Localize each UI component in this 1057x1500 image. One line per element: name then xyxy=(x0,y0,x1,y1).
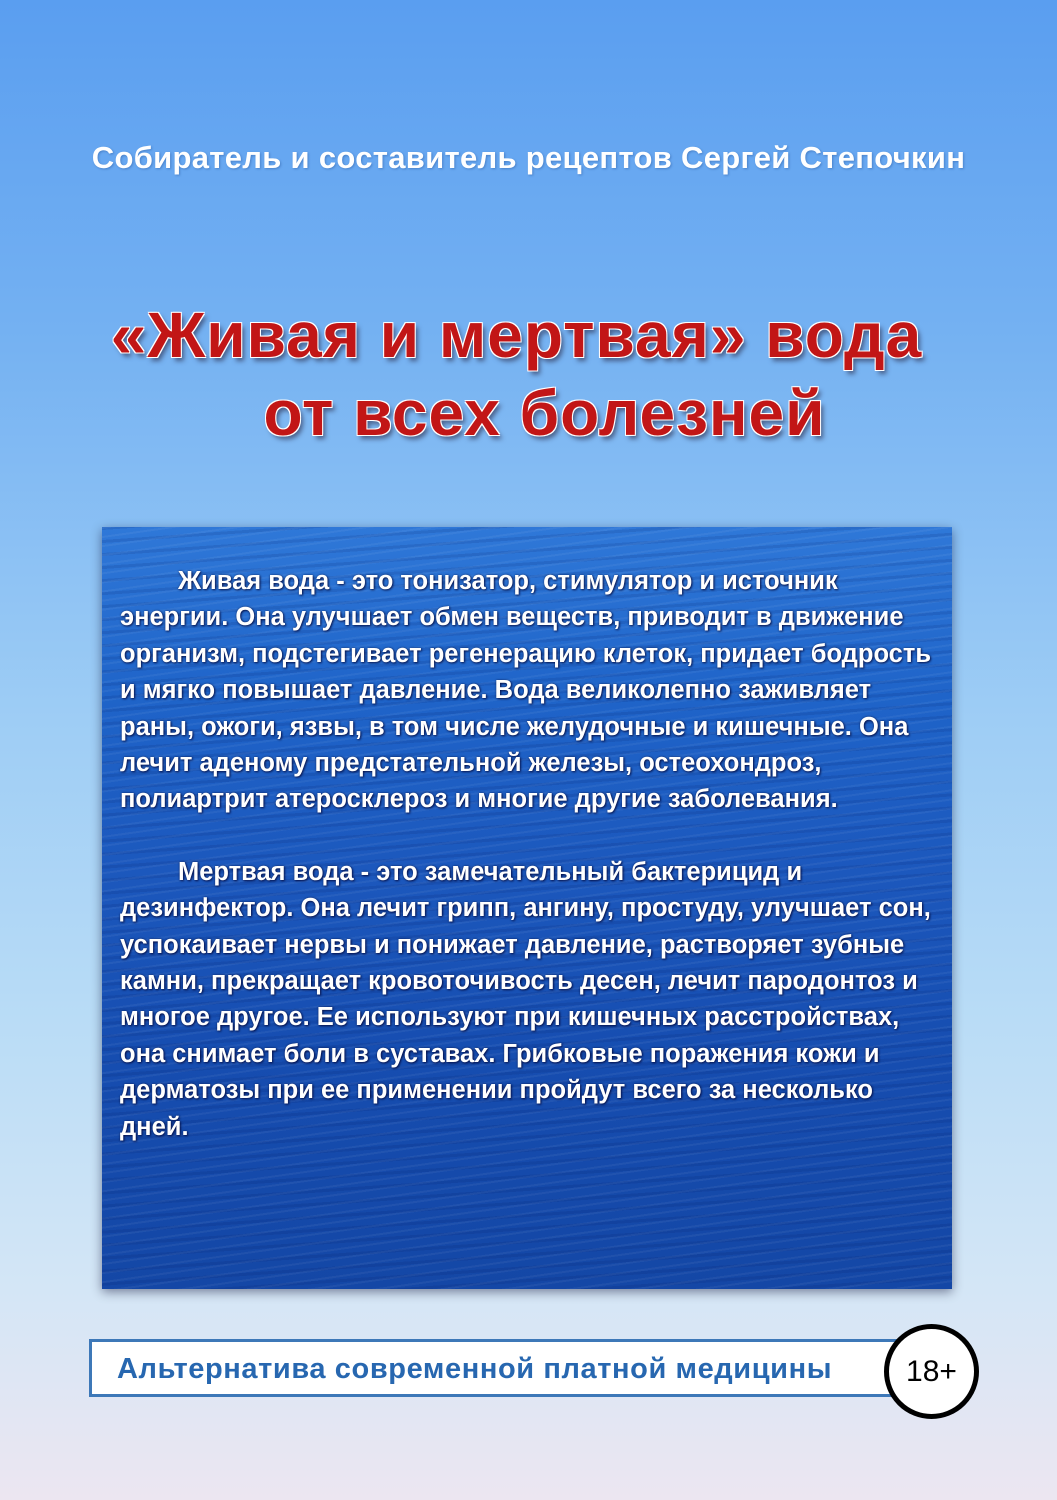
sea-text-panel xyxy=(102,527,952,1289)
author-line: Собиратель и составитель рецептов Сергей Степочкин xyxy=(91,140,966,175)
paragraph-dead-water: Мертвая вода - это замечательный бактерицид и дезинфектор. Она лечит грипп, ангину, простуду, улучшает сон, успокаивает нервы и понижает давление, растворяет зубные камни, прекращает кровоточивость десен, лечит пародонтоз и многое другое. Ее используют при кишечных расстройствах, она снимает боли в суставах. Грибковые поражения кожи и дерматозы при ее применении пройдут всего за несколько дней. xyxy=(120,857,931,1141)
paragraph-living-water: Живая вода - это тонизатор, стимулятор и источник энергии. Она улучшает обмен веществ, приводит в движение организм, подстегивает регенерацию клеток, придает бодрость и мягко повышает давление. Вода великолепно заживляет раны, ожоги, язвы, в том числе желудочные и кишечные. Она лечит аденому предстательной железы, остеохондроз, полиартрит атеросклероз и многие другие заболевания. xyxy=(120,567,932,814)
slogan-text: Альтернатива современной платной медицины xyxy=(117,1353,833,1385)
panel-text xyxy=(120,563,935,1145)
slogan-box xyxy=(89,1339,909,1397)
title-line-1: «Живая и мертвая» вода xyxy=(110,299,923,371)
age-rating-badge: 18+ xyxy=(884,1324,979,1419)
book-title xyxy=(0,296,1057,452)
title-line-2: от всех болезней xyxy=(263,377,826,449)
